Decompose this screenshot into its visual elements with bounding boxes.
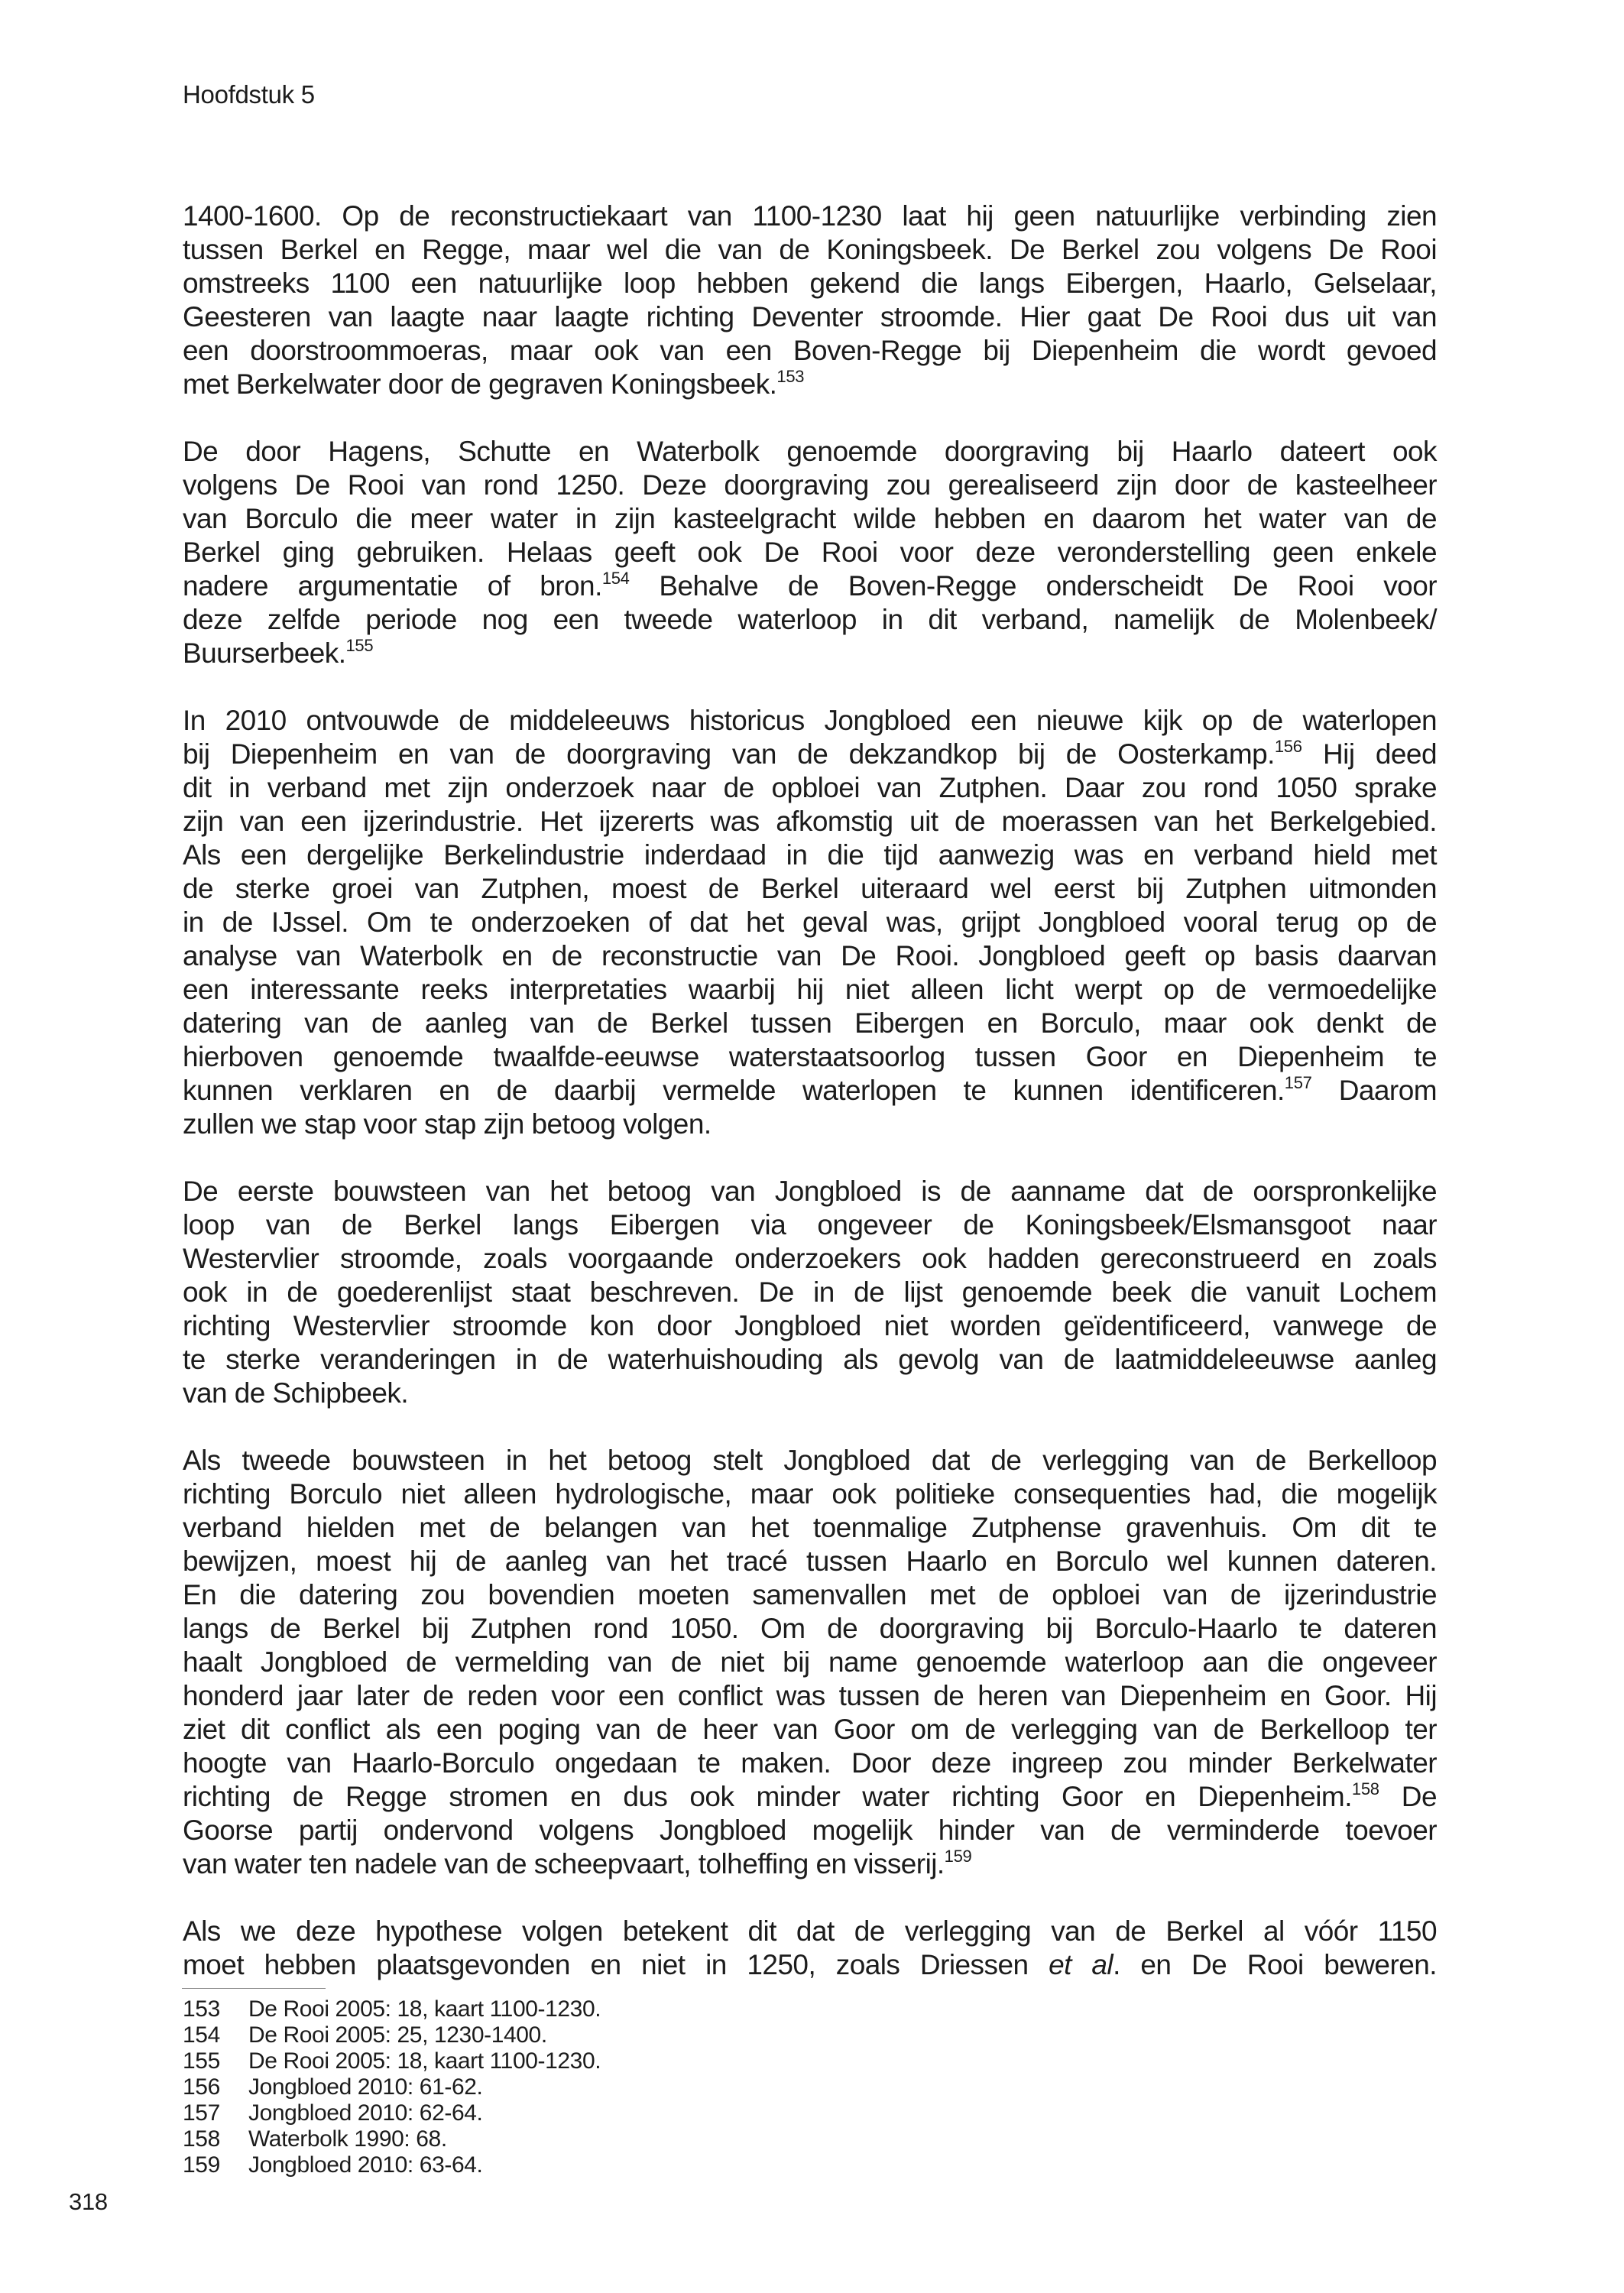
text-line (183, 469, 1437, 502)
text-line (183, 1175, 1437, 1208)
line-content: bewijzen, moest hij de aanleg van het tracé tussen Haarlo en Borculo wel kunnen dateren. (183, 1545, 1437, 1577)
text-line (183, 838, 1437, 872)
text-line (183, 368, 1437, 401)
paragraph (183, 1444, 1437, 1881)
line-content: honderd jaar later de reden voor een conflict was tussen de heren van Diepenheim en Goor. Hij (183, 1680, 1437, 1711)
line-content: van Borculo die meer water in zijn kasteelgracht wilde hebben en daarom het water van de (183, 503, 1437, 534)
line-content: richting Borculo niet alleen hydrologische, maar ook politieke consequenties had, die mogelijk (183, 1478, 1437, 1510)
footnote-text: Waterbolk 1990: 68. (248, 2126, 447, 2152)
line-content: omstreeks 1100 een natuurlijke loop hebben gekend die langs Eibergen, Haarlo, Gelselaar, (183, 268, 1437, 299)
line-content: deze zelfde periode nog een tweede waterloop in dit verband, namelijk de Molenbeek/ (183, 604, 1437, 635)
text-line (183, 1511, 1437, 1545)
line-content: richting de Regge stromen en dus ook minder water richting Goor en Diepenheim.$^{158}$ De (183, 1779, 1437, 1812)
text-line (183, 267, 1437, 300)
line-content: langs de Berkel bij Zutphen rond 1050. Om de doorgraving bij Borculo-Haarlo te dateren (183, 1613, 1437, 1644)
line-content: bij Diepenheim en van de doorgraving van de dekzandkop bij de Oosterkamp.$^{156}$ Hij deed (183, 737, 1437, 770)
text-line (183, 502, 1437, 536)
footnote-number: 153 (183, 1996, 220, 2022)
footnote-item (183, 1996, 601, 2022)
running-header: Hoofdstuk 5 (183, 80, 315, 109)
text-line (183, 939, 1437, 973)
text-line (183, 1747, 1437, 1780)
footnote-reference[interactable]: 159 (944, 1847, 972, 1866)
text-line (183, 1814, 1437, 1847)
footnote-number: 158 (183, 2126, 220, 2152)
text-line (183, 1343, 1437, 1377)
text-line (183, 738, 1437, 771)
footnote-reference[interactable]: 156 (1274, 737, 1302, 756)
footnote-reference[interactable]: 154 (601, 569, 630, 588)
footnote-number: 157 (183, 2100, 220, 2126)
line-content: analyse van Waterbolk en de reconstructie van De Rooi. Jongbloed geeft op basis daarvan (183, 940, 1437, 971)
footnote-reference[interactable]: 157 (1284, 1073, 1312, 1092)
text-line (183, 1646, 1437, 1679)
text-line (183, 1007, 1437, 1040)
page-number: 318 (69, 2188, 108, 2215)
line-content: volgens De Rooi van rond 1250. Deze doorgraving zou gerealiseerd zijn door de kasteelheer (183, 469, 1437, 501)
text-line (183, 1242, 1437, 1276)
line-content: zullen we stap voor stap zijn betoog volgen. (183, 1108, 712, 1140)
text-line (183, 1847, 1437, 1881)
line-content: met Berkelwater door de gegraven Koningsbeek.$^{153}$ (183, 367, 805, 400)
text-line (183, 1444, 1437, 1477)
footnote-item (183, 2022, 601, 2048)
footnote-text: Jongbloed 2010: 63-64. (248, 2152, 483, 2178)
text-line (183, 233, 1437, 267)
footnote-item (183, 2074, 601, 2100)
line-content: Goorse partij ondervond volgens Jongbloed mogelijk hinder van de verminderde toevoer (183, 1815, 1437, 1846)
text-line (183, 805, 1437, 838)
line-content: hoogte van Haarlo-Borculo ongedaan te maken. Door deze ingreep zou minder Berkelwater (183, 1747, 1437, 1779)
line-content: ook in de goederenlijst staat beschreven. De in de lijst genoemde beek die vanuit Lochem (183, 1276, 1437, 1308)
footnote-separator (182, 1988, 326, 1989)
text-line (183, 1713, 1437, 1747)
text-line (183, 1948, 1437, 1982)
text-line (183, 569, 1437, 603)
footnote-text: De Rooi 2005: 18, kaart 1100-1230. (248, 1996, 601, 2022)
text-line (183, 906, 1437, 939)
paragraph (183, 199, 1437, 401)
footnote-item (183, 2152, 601, 2178)
line-content: te sterke veranderingen in de waterhuishouding als gevolg van de laatmiddeleeuwse aanleg (183, 1344, 1437, 1375)
line-content: moet hebben plaatsgevonden en niet in 1250, zoals Driessen et al. en De Rooi beweren. (183, 1949, 1438, 1980)
text-line (183, 1578, 1437, 1612)
line-content: richting Westervlier stroomde kon door Jongbloed niet worden geïdentificeerd, vanwege de (183, 1310, 1437, 1341)
line-content: tussen Berkel en Regge, maar wel die van de Koningsbeek. De Berkel zou volgens De Rooi (183, 234, 1437, 265)
footnote-item (183, 2100, 601, 2126)
line-content: verband hielden met de belangen van het toenmalige Zutphense gravenhuis. Om dit te (183, 1512, 1437, 1543)
text-line (183, 1915, 1437, 1948)
line-content: Geesteren van laagte naar laagte richting Deventer stroomde. Hier gaat De Rooi dus uit van (183, 301, 1437, 332)
footnote-number: 155 (183, 2048, 220, 2074)
main-text (183, 199, 1437, 2016)
paragraph (183, 1915, 1437, 1982)
italic-text: et al (1049, 1949, 1113, 1980)
line-content: De door Hagens, Schutte en Waterbolk genoemde doorgraving bij Haarlo dateert ook (183, 436, 1437, 467)
text-line (183, 1612, 1437, 1646)
text-line (183, 872, 1437, 906)
line-content: In 2010 ontvouwde de middeleeuws historicus Jongbloed een nieuwe kijk op de waterlopen (183, 705, 1437, 736)
footnote-number: 159 (183, 2152, 220, 2178)
paragraph (183, 704, 1437, 1141)
line-content: Berkel ging gebruiken. Helaas geeft ook De Rooi voor deze veronderstelling geen enkele (183, 537, 1437, 568)
footnote-text: De Rooi 2005: 25, 1230-1400. (248, 2022, 547, 2048)
text-line (183, 771, 1437, 805)
line-content: ziet dit conflict als een poging van de heer van Goor om de verlegging van de Berkelloop ter (183, 1714, 1437, 1745)
line-content: De eerste bouwsteen van het betoog van Jongbloed is de aanname dat de oorspronkelijke (183, 1176, 1437, 1207)
line-content: Buurserbeek.$^{155}$ (183, 636, 374, 669)
line-content: van de Schipbeek. (183, 1377, 409, 1409)
footnote-item (183, 2126, 601, 2152)
text-line (183, 704, 1437, 738)
footnote-number: 154 (183, 2022, 220, 2048)
footnotes (183, 1996, 601, 2178)
text-line (183, 536, 1437, 569)
text-line (183, 1780, 1437, 1814)
line-content: dit in verband met zijn onderzoek naar de opbloei van Zutphen. Daar zou rond 1050 sprake (183, 772, 1437, 803)
line-content: Als tweede bouwsteen in het betoog stelt Jongbloed dat de verlegging van de Berkelloop (183, 1445, 1437, 1476)
line-content: En die datering zou bovendien moeten samenvallen met de opbloei van de ijzerindustrie (183, 1579, 1437, 1610)
line-content: nadere argumentatie of bron.$^{154}$ Behalve de Boven-Regge onderscheidt De Rooi voor (183, 569, 1437, 602)
footnote-text: Jongbloed 2010: 61-62. (248, 2074, 483, 2100)
text-line (183, 1309, 1437, 1343)
line-content: hierboven genoemde twaalfde-eeuwse waterstaatsoorlog tussen Goor en Diepenheim te (183, 1041, 1437, 1072)
line-content: kunnen verklaren en de daarbij vermelde waterlopen te kunnen identificeren.$^{157}$ Daarom (183, 1073, 1437, 1106)
text-line (183, 199, 1437, 233)
line-content: Als we deze hypothese volgen betekent dit dat de verlegging van de Berkel al vóór 1150 (183, 1915, 1437, 1947)
footnote-reference[interactable]: 153 (776, 367, 805, 386)
line-content: Als een dergelijke Berkelindustrie inderdaad in die tijd aanwezig was en verband hield met (183, 839, 1437, 871)
text-line (183, 334, 1437, 368)
text-line (183, 603, 1437, 637)
line-content: Westervlier stroomde, zoals voorgaande onderzoekers ook hadden gereconstrueerd en zoals (183, 1243, 1437, 1274)
text-line (183, 435, 1437, 469)
text-line (183, 1074, 1437, 1108)
text-line (183, 1377, 1437, 1410)
line-content: de sterke groei van Zutphen, moest de Berkel uiteraard wel eerst bij Zutphen uitmonden (183, 873, 1437, 904)
text-line (183, 1108, 1437, 1141)
text-line (183, 973, 1437, 1007)
line-content: een interessante reeks interpretaties waarbij hij niet alleen licht werpt op de vermoedelijke (183, 974, 1437, 1005)
line-content: van water ten nadele van de scheepvaart, tolheffing en visserij.$^{159}$ (183, 1847, 972, 1879)
text-line (183, 1208, 1437, 1242)
line-content: 1400-1600. Op de reconstructiekaart van 1100-1230 laat hij geen natuurlijke verbinding zien (183, 200, 1437, 232)
text-line (183, 637, 1437, 670)
text-line (183, 1477, 1437, 1511)
paragraph (183, 435, 1437, 670)
footnote-number: 156 (183, 2074, 220, 2100)
line-content: in de IJssel. Om te onderzoeken of dat het geval was, grijpt Jongbloed vooral terug op de (183, 906, 1437, 938)
text-line (183, 1040, 1437, 1074)
text-line (183, 1545, 1437, 1578)
text-line (183, 1679, 1437, 1713)
line-content: loop van de Berkel langs Eibergen via ongeveer de Koningsbeek/Elsmansgoot naar (183, 1209, 1437, 1241)
footnote-reference[interactable]: 155 (345, 636, 374, 655)
footnote-reference[interactable]: 158 (1351, 1779, 1379, 1798)
footnote-text: Jongbloed 2010: 62-64. (248, 2100, 483, 2126)
line-content: zijn van een ijzerindustrie. Het ijzererts was afkomstig uit de moerassen van het Berkelgebied. (183, 806, 1437, 837)
line-content: een doorstroommoeras, maar ook van een Boven-Regge bij Diepenheim die wordt gevoed (183, 335, 1437, 366)
line-content: datering van de aanleg van de Berkel tussen Eibergen en Borculo, maar ook denkt de (183, 1007, 1437, 1039)
line-content: haalt Jongbloed de vermelding van de niet bij name genoemde waterloop aan die ongeveer (183, 1646, 1437, 1678)
text-line (183, 1276, 1437, 1309)
footnote-text: De Rooi 2005: 18, kaart 1100-1230. (248, 2048, 601, 2074)
footnote-item (183, 2048, 601, 2074)
text-line (183, 300, 1437, 334)
paragraph (183, 1175, 1437, 1410)
